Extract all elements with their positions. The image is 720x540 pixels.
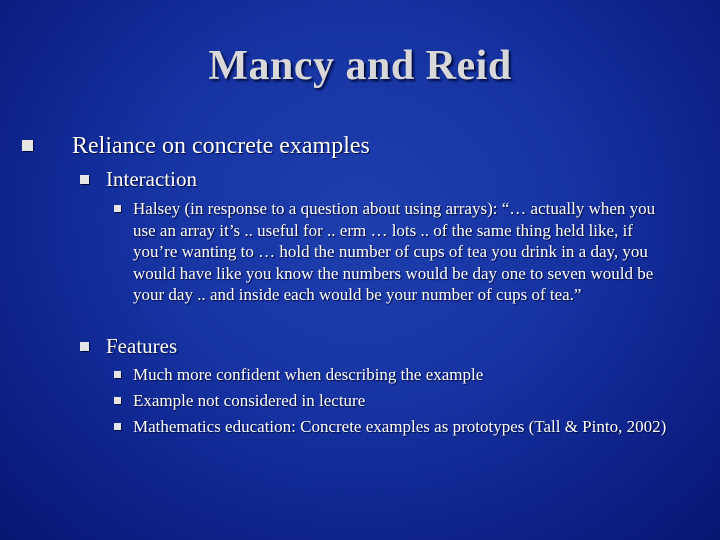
bullet-text: Interaction: [106, 167, 197, 191]
bullet-text: Example not considered in lecture: [133, 391, 366, 410]
bullet-text: Reliance on concrete examples: [72, 133, 370, 159]
square-bullet-icon: [80, 175, 89, 184]
bullet-text: Much more confident when describing the example: [133, 365, 484, 384]
bullet-feature-item: [114, 364, 674, 386]
bullet-text: Halsey (in response to a question about using arrays): “… actually when you use an array it’s .. useful for .. erm … lots .. of the same thing held like, if you’re wanting to … hold the number of cups of tea you drink in a day, you would have like you know the numbers would be day one to seven would be your day .. and inside each would be your number of cups of tea.”: [133, 199, 656, 304]
bullet-interaction: [80, 167, 700, 192]
square-bullet-icon: [114, 397, 121, 404]
bullet-text: Mathematics education: Concrete examples as prototypes (Tall & Pinto, 2002): [133, 417, 667, 436]
bullet-text: Features: [106, 334, 178, 358]
bullet-feature-item: [114, 416, 674, 438]
square-bullet-icon: [80, 342, 89, 351]
square-bullet-icon: [114, 371, 121, 378]
bullet-features: [80, 334, 700, 359]
square-bullet-icon: [114, 205, 121, 212]
bullet-feature-item: [114, 390, 674, 412]
bullet-reliance: [22, 132, 712, 160]
square-bullet-icon: [22, 140, 33, 151]
bullet-halsey-quote: [114, 198, 674, 306]
slide-title: Mancy and Reid: [208, 43, 512, 89]
square-bullet-icon: [114, 423, 121, 430]
